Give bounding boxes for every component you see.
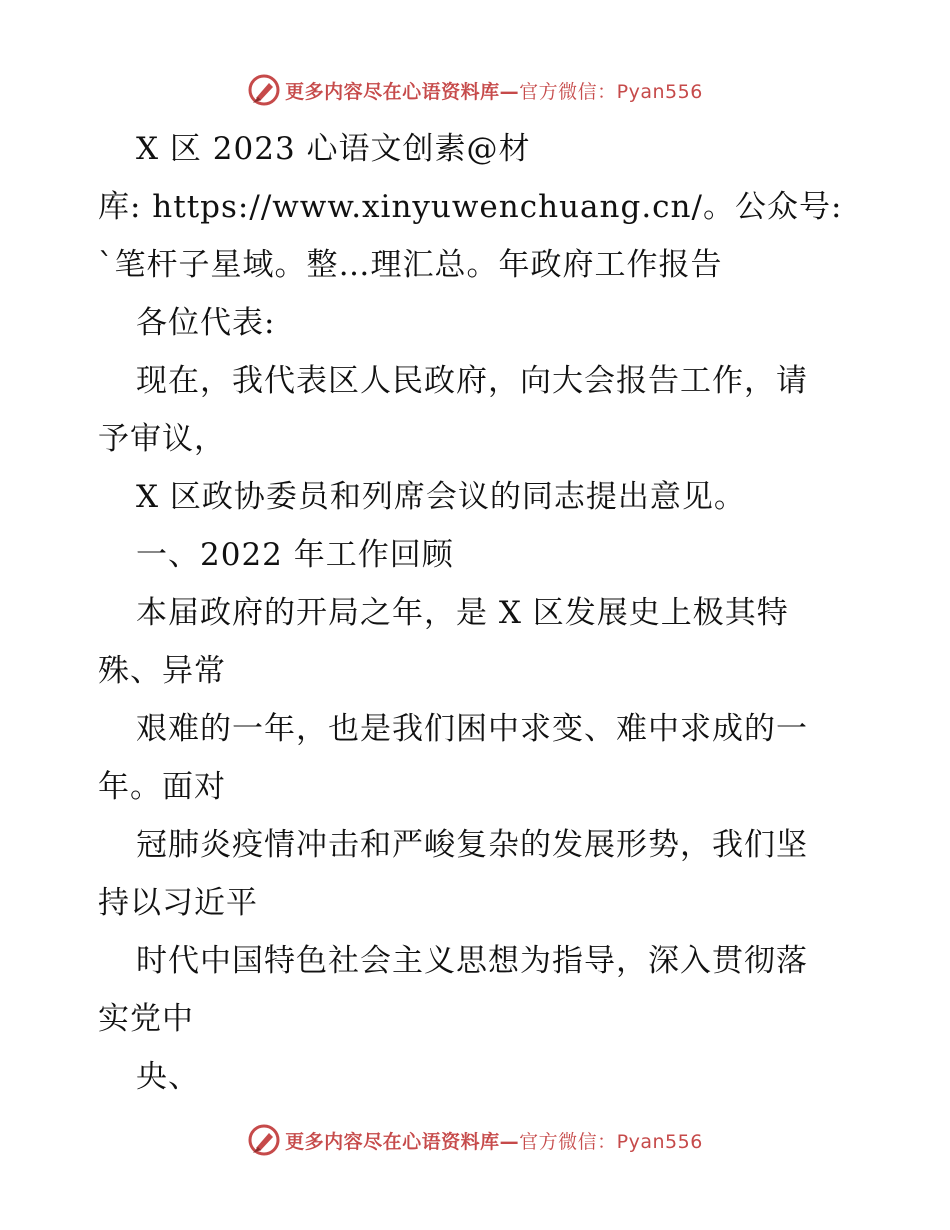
- pen-logo-icon: [247, 1123, 281, 1157]
- footer-watermark-banner: [0, 1120, 950, 1160]
- text-line: 殊、异常: [98, 653, 226, 689]
- text-line: 艰难的一年，也是我们困中求变、难中求成的一: [136, 711, 808, 747]
- text-line: 予审议，: [98, 421, 226, 457]
- text-line: `笔杆子星域。整…理汇总。年政府工作报告: [98, 247, 723, 283]
- text-line: 现在，我代表区人民政府，向大会报告工作，请: [136, 363, 808, 399]
- header-watermark-banner: [0, 70, 950, 110]
- banner-separator: —: [499, 1130, 520, 1153]
- text-line: 持以习近平: [98, 885, 258, 921]
- banner-separator: —: [499, 80, 520, 103]
- text-line: 实党中: [98, 1001, 194, 1037]
- banner-main-text: 更多内容尽在心语资料库: [285, 80, 500, 103]
- pen-logo-icon: [247, 73, 281, 107]
- text-line: 冠肺炎疫情冲击和严峻复杂的发展形势，我们坚: [136, 827, 808, 863]
- banner-main-text: 更多内容尽在心语资料库: [285, 1130, 500, 1153]
- banner-text: [285, 77, 703, 104]
- banner-wechat-text: 官方微信：Pyan556: [519, 1130, 703, 1153]
- text-line: 时代中国特色社会主义思想为指导，深入贯彻落: [136, 943, 808, 979]
- text-line: 本届政府的开局之年，是 X 区发展史上极其特: [136, 595, 789, 631]
- document-body: [98, 120, 858, 1106]
- text-line: 一、2022 年工作回顾: [136, 537, 454, 573]
- banner-wechat-text: 官方微信：Pyan556: [519, 80, 703, 103]
- text-line: X 区 2023 心语文创素@材: [136, 131, 531, 167]
- text-line: 库: https://www.xinyuwenchuang.cn/。公众号:: [98, 189, 843, 225]
- banner-text: [285, 1127, 703, 1154]
- text-line: 年。面对: [98, 769, 226, 805]
- text-line: 央、: [136, 1059, 200, 1095]
- text-line: 各位代表:: [136, 305, 276, 341]
- text-line: X 区政协委员和列席会议的同志提出意见。: [136, 479, 746, 515]
